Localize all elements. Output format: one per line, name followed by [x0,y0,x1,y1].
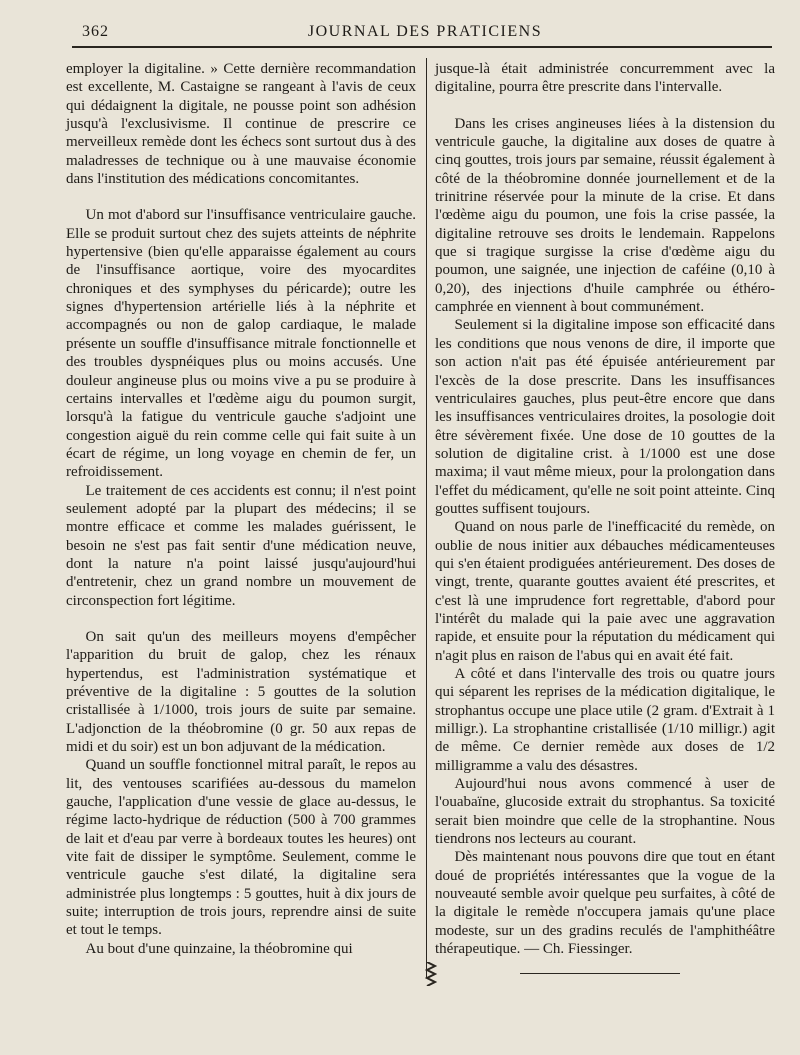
paragraph: A côté et dans l'intervalle des trois ou quatre jours qui séparent les reprises de la médication digitalique, le strophantus occupe une place utile (2 gram. d'Extrait à 1 milligr.). La strophantine cristallisée (1/10 milligr.) agit de même. Ce dernier remède aux doses de 1/2 milligramme a valu des désastres. [435,666,775,774]
paragraph: Quand un souffle fonctionnel mitral paraît, le repos au lit, des ventouses scarifiées au-dessous du mamelon gauche, l'application d'une vessie de glace au-dessus, le régime lacto-hydrique de réduction (500 à 700 grammes de lait et d'eau par verre à bordeaux toutes les heures) ont vite fait de dissiper le symptôme. Seulement, comme le ventricule gauche s'est dilaté, la digitaline sera administrée plus longtemps : 5 gouttes, huit à dix jours de suite; interruption de trois jours, reprendre ainsi de suite et tout le temps. [66,757,416,939]
paragraph: Au bout d'une quinzaine, la théobromine qui [85,940,353,957]
paragraph: Aujourd'hui nous avons commencé à user de l'ouabaïne, glucoside extrait du strophantus. Sa toxicité serait bien moindre que celle de la strophantine. Nous tiendrons nos lecteurs au courant. [435,776,775,848]
paragraph: jusque-là était administrée concurremment avec la digitaline, pourra être prescrite dans l'intervalle. [435,61,775,96]
article-end-rule [520,973,680,974]
paragraph: Seulement si la digitaline impose son efficacité dans les conditions que nous venons de dire, il importe que son action n'ait pas été épuisée antérieurement par l'excès de la dose prescrite. Dans les insuffisances ventriculaires gauches, plus peut-être encore que dans les insuffisances ventriculaires droites, la posologie doit être sévèrement fixée. Une dose de 10 gouttes de la solution de digitaline crist. à 1/1000 est une dose maxima; il vaut même mieux, pour la prolongation dans l'effet du médicament, qu'elle ne soit point atteinte. Cinq gouttes suffisent toujours. [435,317,775,517]
paragraph: employer la digitaline. » Cette dernière recommandation est excellente, M. Castaigne se rangeant à l'avis de ceux qui dédaignent la digitale, ne pousse point son adhésion jusqu'à l'exclusivisme. Il continue de prescrire ce merveilleux remède dont les échecs sont surtout dus à des maladresses de technique ou à une mauvaise économie dans l'institution des médications concomitantes. [66,61,416,188]
paragraph: On sait qu'un des meilleurs moyens d'empêcher l'apparition du bruit de galop, chez les rénaux hypertendus, est l'administration systématique et préventive de la digitaline : 5 gouttes de la solution cristallisée à 1/1000, trois jours de suite par semaine. L'adjonction de la théobromine (0 gr. 50 aux repas de midi et du soir) est un bon adjuvant de la médication. [66,628,416,756]
page-number: 362 [82,23,109,40]
paragraph: Un mot d'abord sur l'insuffisance ventriculaire gauche. Elle se produit surtout chez des sujets atteints de néphrite hypertensive (bien qu'elle apparaisse également au cours de l'insuffisance aortique, voire des myocardites chroniques et des symphyses du péricarde); outre les signes d'hypertension artérielle liés à la néphrite et accompagnés ou non de galop cardiaque, le malade présente un souffle d'insuffisance mitrale fonctionnelle et des troubles dyspnéiques plus ou moins accusés. Une douleur angineuse plus ou moins vive a pu se produire à certains intervalles et l'œdème aigu du poumon surgit, lorsqu'à la fatigue du ventricule gauche s'adjoint une congestion aiguë du rein comme celle qui fait suite à un écart de régime, un long voyage en chemin de fer, un refroidissement. [66,207,416,481]
header-rule [72,46,772,48]
column-end-ornament-icon [425,962,437,986]
right-column [435,60,775,959]
paragraph: Quand on nous parle de l'inefficacité du remède, on oublie de nous initier aux débauches médicamenteuses qui s'en étaient prodiguées antérieurement. Des doses de vingt, trente, quarante gouttes avaient été prescrites, et c'est là une imprudence fort regrettable, d'abord pour l'intérêt du malade qui la paie avec une aggravation rapide, et ensuite pour la réputation du médicament qui n'agit plus en raison de l'abus qui en avait été fait. [435,519,775,664]
paragraph: Dans les crises angineuses liées à la distension du ventricule gauche, la digitaline aux doses de quatre à cinq gouttes, trois jours par semaine, réussit également à côté de la théobromine donnée journellement et de la trinitrine réservée pour la minute de la crise. Et dans l'œdème aigu du poumon, une fois la crise passée, la digitaline retrouve ses droits le lendemain. Rappelons que si tragique surgisse la crise d'œdème aigu du poumon, une saignée, une injection de caféine (0,10 à 0,20), des injections d'huile camphrée ou éthéro-camphrée en viennent à bout communément. [435,115,775,316]
column-divider [426,58,427,978]
journal-title: JOURNAL DES PRATICIENS [307,23,543,40]
paragraph: Le traitement de ces accidents est connu; il n'est point seulement adopté par la plupart des médecins; il se montre efficace et comme les malades guérissent, le besoin ne s'est pas fait sentir d'une médication neuve, dont la nature n'a point laissé jusqu'aujourd'hui d'entretenir, chez un grand nombre un mouvement de circonspection fort légitime. [66,482,416,609]
left-column [66,60,416,958]
paragraph: Dès maintenant nous pouvons dire que tout en étant doué de propriétés intéressantes que la vogue de la nouveauté semble avoir quelque peu surfaites, à côté de la digitale le remède n'occupera jamais qu'une place modeste, sur un des gradins reculés de l'amphithéâtre thérapeutique. — Ch. Fiessinger. [435,849,775,958]
